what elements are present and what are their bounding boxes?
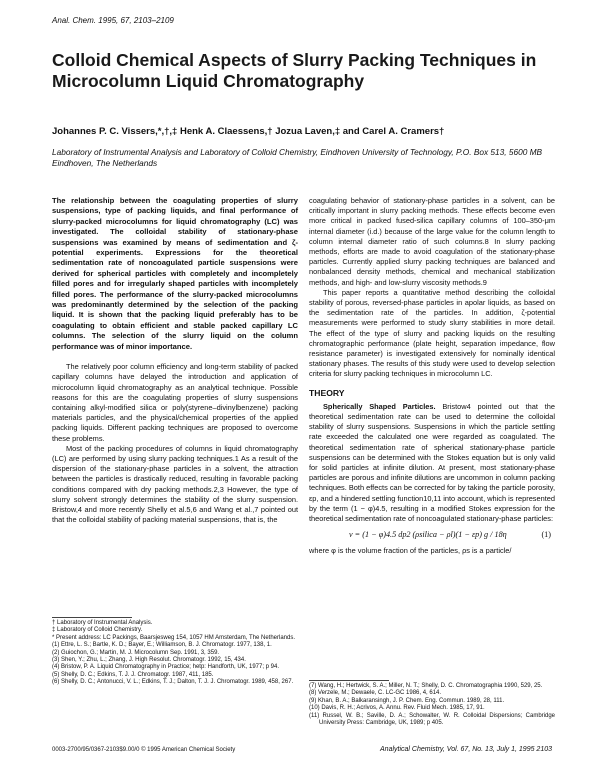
footnote: (2) Guiochon, G.; Martin, M. J. Microcolumn Sep. 1991, 3, 359. bbox=[52, 649, 220, 656]
footnote: (4) Bristow, P. A. Liquid Chromatography in Practice; hetp: Handforth, UK, 1977; p 94. bbox=[52, 664, 280, 671]
left-column bbox=[52, 196, 298, 525]
footnote: (11) Russel, W. B.; Saville, D. A.; Schowalter, W. R. Colloidal Dispersions; Cambridge University Press: Cambridge, UK, 1989; p 405. bbox=[309, 712, 555, 727]
footnote: † Laboratory of Instrumental Analysis. bbox=[52, 620, 153, 626]
left-footnotes bbox=[52, 620, 298, 687]
article-title: Colloid Chemical Aspects of Slurry Packing Techniques in Microcolumn Liquid Chromatography bbox=[52, 50, 537, 91]
equation-1 bbox=[309, 524, 555, 546]
theory-subheading: Spherically Shaped Particles. bbox=[323, 401, 436, 411]
footnote: (8) Verzele, M.; Dewaele, C. LC-GC 1986, 4, 614. bbox=[309, 690, 442, 697]
footnote: (6) Shelly, D. C.; Antonucci, V. L.; Edkins, T. J.; Dalton, T. J. J. Chromatogr. 1989, 458, 267. bbox=[52, 679, 294, 686]
intro-continuation: coagulating behavior of stationary-phase particles in a solvent, can be critically important in slurry packing methods. These effects become even more critical in packed fused-silica capillary columns of 100–350-μm internal diameter (i.d.) because of the large value for the column length to column internal diameter ratio of such columns.8 In slurry packing methods, efforts are made to avoid coagulation of the stationary-phase particles. Currently applied slurry packing techniques are balanced and nonbalanced density methods, chemical and mechanical stabilization methods, and high- and low-slurry viscosity methods.9 bbox=[309, 196, 555, 287]
intro-paragraph-2: Most of the packing procedures of columns in liquid chromatography (LC) are performed by using slurry packing techniques.1 As a result of the dispersion of the stationary-phase particles in a solvent, the attraction between the particles is drastically reduced, resulting in favorable packing conditions compared with dry packing methods.2,3 However, the type of slurry solvent strongly determines the stability of the slurry suspension. Bristow,4 and more recently Shelly et al.5,6 and Wang et al.,7 pointed out that the colloidal stability of packing material suspensions, that is, the bbox=[52, 443, 298, 525]
footnote-divider-right bbox=[309, 680, 389, 681]
copyright-line: 0003-2700/95/0367-2103$9.00/0 © 1995 American Chemical Society bbox=[52, 747, 236, 753]
right-footnotes bbox=[309, 683, 555, 727]
theory-heading: THEORY bbox=[309, 387, 345, 398]
footnote-divider bbox=[52, 617, 132, 618]
abstract: The relationship between the coagulating properties of slurry suspensions, type of packing liquids, and final performance of slurry-packed microcolumns for liquid chromatography (LC) was investigated. The colloidal stability of stationary-phase suspensions was examined by means of sedimentation and ζ-potential experiments. Expressions for the theoretical sedimentation rate of noncoagulated particle suspensions were derived for spherical particles with completely and incompletely filled pores and for irregularly shaped particles with incompletely filled pores. The performance of the slurry-packed microcolumns was predominantly determined by the selection of the packing liquid. It is shown that the packing liquid preferably has to be coagulating to obtain efficient and stable packed capillary LC columns. The selection of the slurry liquid on the column performance was of minor importance. bbox=[52, 196, 298, 351]
footnote: (3) Shen, Y.; Zhu, L.; Zhang, J. High Resolut. Chromatogr. 1992, 15, 434. bbox=[52, 657, 246, 664]
equation-explanation: where φ is the volume fraction of the particles, ρs is a particle/ bbox=[309, 546, 512, 556]
affiliation: Laboratory of Instrumental Analysis and Laboratory of Colloid Chemistry, Eindhoven University of Technology, P.O. Box 513, 5600 MB Eindhoven, The Netherlands bbox=[52, 147, 543, 168]
intro-paragraph-1: The relatively poor column efficiency and long-term stability of packed capillary columns have delayed the introduction and application of microcolumn liquid chromatography as an analytical technique. Possible reasons for this are the coagulating properties of slurry suspensions containing alkyl-modified silica or poly(styrene–divinylbenzene) packing materials particles, and the physical/chemical properties of the applied packing liquids. Different packing techniques are proposed to overcome these problems. bbox=[52, 362, 298, 443]
theory-paragraph bbox=[309, 402, 555, 524]
footnote: ‡ Laboratory of Colloid Chemistry. bbox=[52, 627, 143, 634]
equation-number: (1) bbox=[541, 530, 551, 540]
journal-citation: Anal. Chem. 1995, 67, 2103–2109 bbox=[52, 16, 174, 25]
footnote: (5) Shelly, D. C.; Edkins, T. J. J. Chromatogr. 1987, 411, 185. bbox=[52, 671, 214, 678]
theory-text: Bristow4 pointed out that the theoretical sedimentation rate can be used to determine the colloidal stability of slurry suspensions. Suspensions in which the particle settling rate exceeded the calculated one were regarded as coagulated. The theoretical sedimentation rate of spherical stationary-phase particle suspensions can be determined with the Stokes equation but is only valid for solid particles at infinite dilution. At present, most stationary-phase particles are porous and infinite dilutions are uncommon in column packing techniques. Both effects can be corrected for by taking the particle porosity, εp, and a hindered settling function10,11 into account, which is represented by the term (1 − φ)4.5, resulting in a modified Stokes expression for the theoretical sedimentation rate of noncoagulated stationary-phase particles: bbox=[309, 401, 555, 524]
intro-paragraph-3: This paper reports a quantitative method describing the colloidal stability of porous, reversed-phase particles in apolar liquids, as based on the sedimentation rate of the particles. In addition, ζ-potential measurements were performed to study slurry stabilities in more detail. The effect of the type of slurry and packing liquids on the resulting chromatographic performance (plate height, separation impedance, flow resistance parameter) is investigated extensively for nominally identical stationary phases. The results of this study were used to develop selection criteria for slurry packing techniques in microcolumn LC. bbox=[309, 287, 555, 379]
footnote: (1) Ettre, L. S.; Bartle, K. D.; Bayer, E.; Williamson, B. J. Chromatogr. 1977, 138, 1. bbox=[52, 642, 272, 649]
equation-expression: v = (1 − φ)4.5 dp2 (ρsilica − ρl)(1 − εp) g / 18η bbox=[349, 530, 507, 540]
footnote: (10) Davis, R. H.; Acrivos, A. Annu. Rev. Fluid Mech. 1985, 17, 91. bbox=[309, 705, 485, 712]
footnote: (9) Khan, B. A.; Balkaransingh, J. P. Chem. Eng. Commun. 1989, 28, 111. bbox=[309, 697, 505, 704]
journal-footer: Analytical Chemistry, Vol. 67, No. 13, July 1, 1995 2103 bbox=[380, 746, 552, 753]
footnote: (7) Wang, H.; Hertwick, S. A.; Miller, N. T.; Shelly, D. C. Chromatographia 1990, 529, 25. bbox=[309, 683, 543, 689]
author-list: Johannes P. C. Vissers,*,†,‡ Henk A. Claessens,† Jozua Laven,‡ and Carel A. Cramers† bbox=[52, 126, 445, 137]
right-column bbox=[309, 196, 555, 557]
footnote: * Present address: LC Packings, Baarsjesweg 154, 1057 HM Amsterdam, The Netherlands. bbox=[52, 634, 296, 641]
